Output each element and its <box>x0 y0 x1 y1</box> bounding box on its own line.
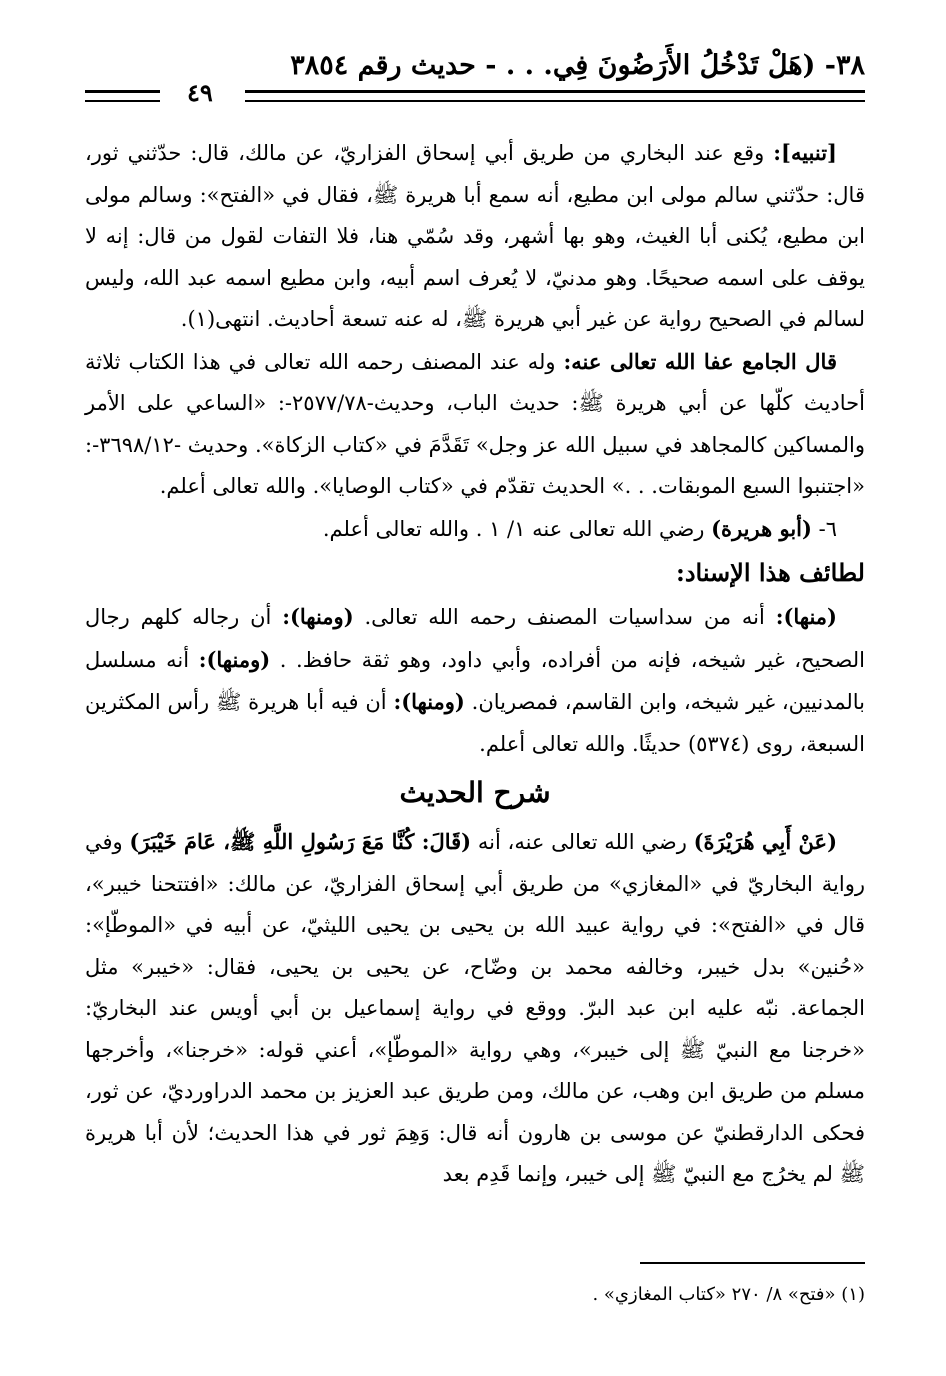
footnote: (١) «فتح» ٨/ ٢٧٠ «كتاب المغازي» . <box>592 1284 865 1305</box>
paragraph-sharh <box>85 821 865 1196</box>
tanbih-text: وقع عند البخاري من طريق أبي إسحاق الفزاريّ، عن مالك، قال: حدّثني ثور، قال: حدّثني سالم مولى ابن مطيع، أنه سمع أبا هريرة ﷺ، فقال في «الفتح»: وسالم مولى ابن مطيع، يُكنى أبا الغيث، وهو بها أشهر، وقد سُمّي هنا، فلا التفات لقول من قال: إنه لا يوقف على اسمه صحيحًا. وهو مدنيّ، لا يُعرف اسم أبيه، وابن مطيع اسمه عبد الله، وليس لسالم في الصحيح رواية عن غير أبي هريرة ﷺ، له عنه تسعة أحاديث. انتهى(١). <box>85 141 865 331</box>
header-rule <box>245 90 865 102</box>
footnote-rule <box>640 1262 865 1264</box>
section-heading-sharh: شرح الحديث <box>399 776 551 809</box>
jami-text: وله عند المصنف رحمه الله تعالى في هذا الكتاب ثلاثة أحاديث كلّها عن أبي هريرة ﷺ: حديث الباب، وحديث-٢٥٧٧/٧٨-: «الساعي على الأمر والمساكين كالمجاهد في سبيل الله عز وجل» تَقَدَّمَ في «كتاب الزكاة». وحديث -٣٦٩٨/١٢-: «اجتنبوا السبع الموبقات. . .» الحديث تقدّم في «كتاب الوصايا». والله تعالى أعلم. <box>85 349 866 498</box>
page-number: ٤٩ <box>187 78 213 107</box>
sharh-text-1: رضي الله تعالى عنه، أنه <box>471 830 694 854</box>
running-title: ٣٨- (هَلْ تَدْخُلُ الأَرَضُونَ فِي. . . - حديث رقم ٣٨٥٤ <box>290 50 865 81</box>
isnad-label-1: (منها): <box>775 604 837 629</box>
paragraph-jami <box>85 341 865 508</box>
section-heading-isnad: لطائف هذا الإسناد: <box>675 558 865 587</box>
isnad-text-3: أنه مسلسل بالمدنيين، غير شيخه، وابن القاسم، فمصريان. <box>85 647 865 714</box>
tanbih-label: [تنبيه]: <box>773 140 837 165</box>
jami-label: قال الجامع عفا الله تعالى عنه: <box>563 348 837 374</box>
isnad-label-3: (ومنها): <box>198 646 271 672</box>
isnad-text-2: أن رجاله كلهم رجال الصحيح، غير شيخه، فإنه من أفراده، وأبي داود، وهو ثقة حافظ. . <box>85 605 865 672</box>
sharh-text-2: وفي رواية البخاريّ في «المغازي» من طريق أبي إسحاق الفزاريّ، عن مالك: «افتتحنا خيبر»، قال في «الفتح»: في رواية عبيد الله بن يحيى بن يحيى الليثيّ، عن أبيه في «الموطّإ»: «حُنين» بدل خيبر، وخالفه محمد بن وضّاح، عن يحيى بن يحيى، فقال: «خيبر» مثل الجماعة. نبّه عليه ابن عبد البرّ. ووقع في رواية إسماعيل بن أبي أويس عند البخاريّ: «خرجنا مع النبيّ ﷺ إلى خيبر»، وهي رواية «الموطّإ»، أعني قوله: «خرجنا»، وأخرجها مسلم من طريق ابن وهب، عن مالك، ومن طريق عبد العزيز بن محمد الدراورديّ، عن ثور، فحكى الدارقطنيّ عن موسى بن هارون أنه قال: وَهِمَ ثور في هذا الحديث؛ لأن أبا هريرة ﷺ لم يخرُج مع النبيّ ﷺ إلى خيبر، وإنما قَدِم بعد <box>85 830 865 1186</box>
narrator-text: رضي الله تعالى عنه ١/ ١ . والله تعالى أعلم. <box>322 516 712 541</box>
paragraph-tanbih <box>85 132 865 341</box>
narrator-label: (أبو هريرة) <box>711 515 812 541</box>
sharh-label-1: (عَنْ أَبِي هُرَيْرَةَ) <box>693 829 838 854</box>
paragraph-isnad <box>85 596 865 765</box>
narrator-number: ٦- <box>811 516 837 541</box>
paragraph-narrator <box>85 508 865 551</box>
sharh-label-2: (قَالَ: كُنَّا مَعَ رَسُولِ اللَّهِ ﷺ، عَامَ خَيْبَرَ) <box>129 829 472 854</box>
isnad-text-4: أن فيه أبا هريرة ﷺ رأس المكثرين السبعة، روى (٥٣٧٤) حديثًا. والله تعالى أعلم. <box>85 690 865 756</box>
isnad-text-1: أنه من سداسيات المصنف رحمه الله تعالى. <box>353 605 776 629</box>
isnad-label-2: (ومنها): <box>282 604 354 629</box>
main-text <box>85 132 865 1196</box>
header-rule-short <box>85 90 160 102</box>
isnad-label-4: (ومنها): <box>393 689 465 714</box>
page-header <box>85 50 865 105</box>
